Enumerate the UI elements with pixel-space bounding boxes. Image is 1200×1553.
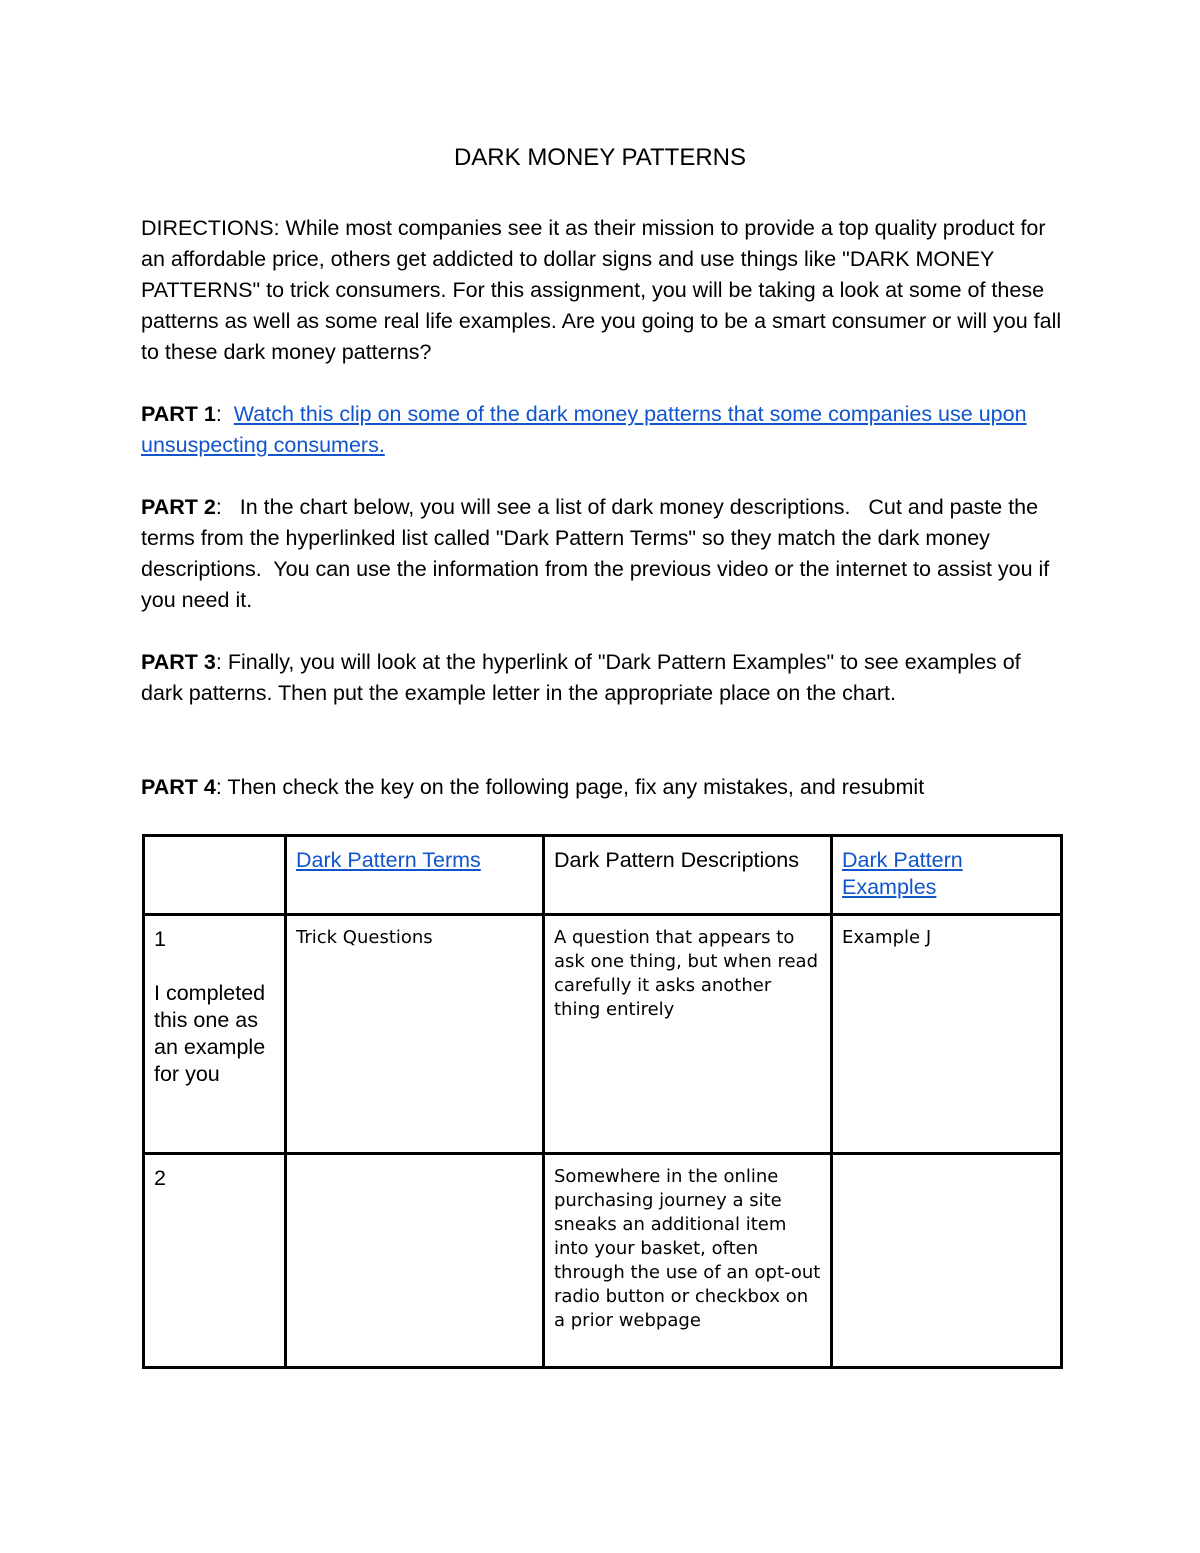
- row-number: 2: [154, 1166, 166, 1190]
- row-number: 1: [154, 927, 166, 951]
- header-descriptions-cell: Dark Pattern Descriptions: [544, 836, 832, 915]
- part1-label: PART 1: [141, 402, 216, 426]
- part3-label: PART 3: [141, 650, 216, 674]
- header-examples-cell: [832, 836, 1062, 915]
- part3-text: : Finally, you will look at the hyperlink of "Dark Pattern Examples" to see examples of dark patterns. Then put the example letter in the appropriate place on the chart.: [141, 650, 1021, 705]
- part1-paragraph: [141, 399, 1066, 461]
- example-cell[interactable]: Example J: [832, 915, 1062, 1154]
- part2-text: : In the chart below, you will see a list of dark money descriptions. Cut and paste the terms from the hyperlinked list called "Dark Pattern Terms" so they match the dark money descriptions. You can use the information from the previous video or the internet to assist you if you need it.: [141, 495, 1056, 612]
- dark-pattern-chart: [142, 834, 1063, 1369]
- part4-paragraph: [141, 772, 1066, 803]
- directions-paragraph: DIRECTIONS: While most companies see it as their mission to provide a top quality product for an affordable price, others get addicted to dollar signs and use things like "DARK MONEY PATTERNS" to trick consumers. For this assignment, you will be taking a look at some of these patterns as well as some real life examples. Are you going to be a smart consumer or will you fall to these dark money patterns?: [141, 216, 1062, 364]
- table-row: [144, 915, 1062, 1154]
- row-note: I completed this one as an example for you: [154, 981, 266, 1086]
- part2-paragraph: [141, 492, 1066, 616]
- table-row: [144, 1154, 1062, 1368]
- part4-label: PART 4: [141, 775, 216, 799]
- header-blank-cell: [144, 836, 286, 915]
- description-cell: Somewhere in the online purchasing journey a site sneaks an additional item into your basket, often through the use of an opt-out radio button or checkbox on a prior webpage: [544, 1154, 832, 1368]
- row-number-cell: [144, 1154, 286, 1368]
- dark-pattern-terms-link[interactable]: Dark Pattern Terms: [296, 848, 481, 872]
- part3-paragraph: [141, 647, 1066, 709]
- term-cell[interactable]: [286, 1154, 544, 1368]
- term-cell[interactable]: Trick Questions: [286, 915, 544, 1154]
- example-cell[interactable]: [832, 1154, 1062, 1368]
- table-header-row: [144, 836, 1062, 915]
- part2-label: PART 2: [141, 495, 216, 519]
- video-clip-link[interactable]: Watch this clip on some of the dark money patterns that some companies use upon unsuspecting consumers.: [141, 402, 1027, 457]
- header-terms-cell: [286, 836, 544, 915]
- page-title: DARK MONEY PATTERNS: [453, 144, 747, 171]
- dark-pattern-examples-link[interactable]: Dark Pattern Examples: [842, 848, 963, 899]
- part1-separator: :: [215, 402, 234, 426]
- row-number-cell: [144, 915, 286, 1154]
- part4-text: : Then check the key on the following page, fix any mistakes, and resubmit: [215, 775, 925, 799]
- description-cell: A question that appears to ask one thing, but when read carefully it asks another thing entirely: [544, 915, 832, 1154]
